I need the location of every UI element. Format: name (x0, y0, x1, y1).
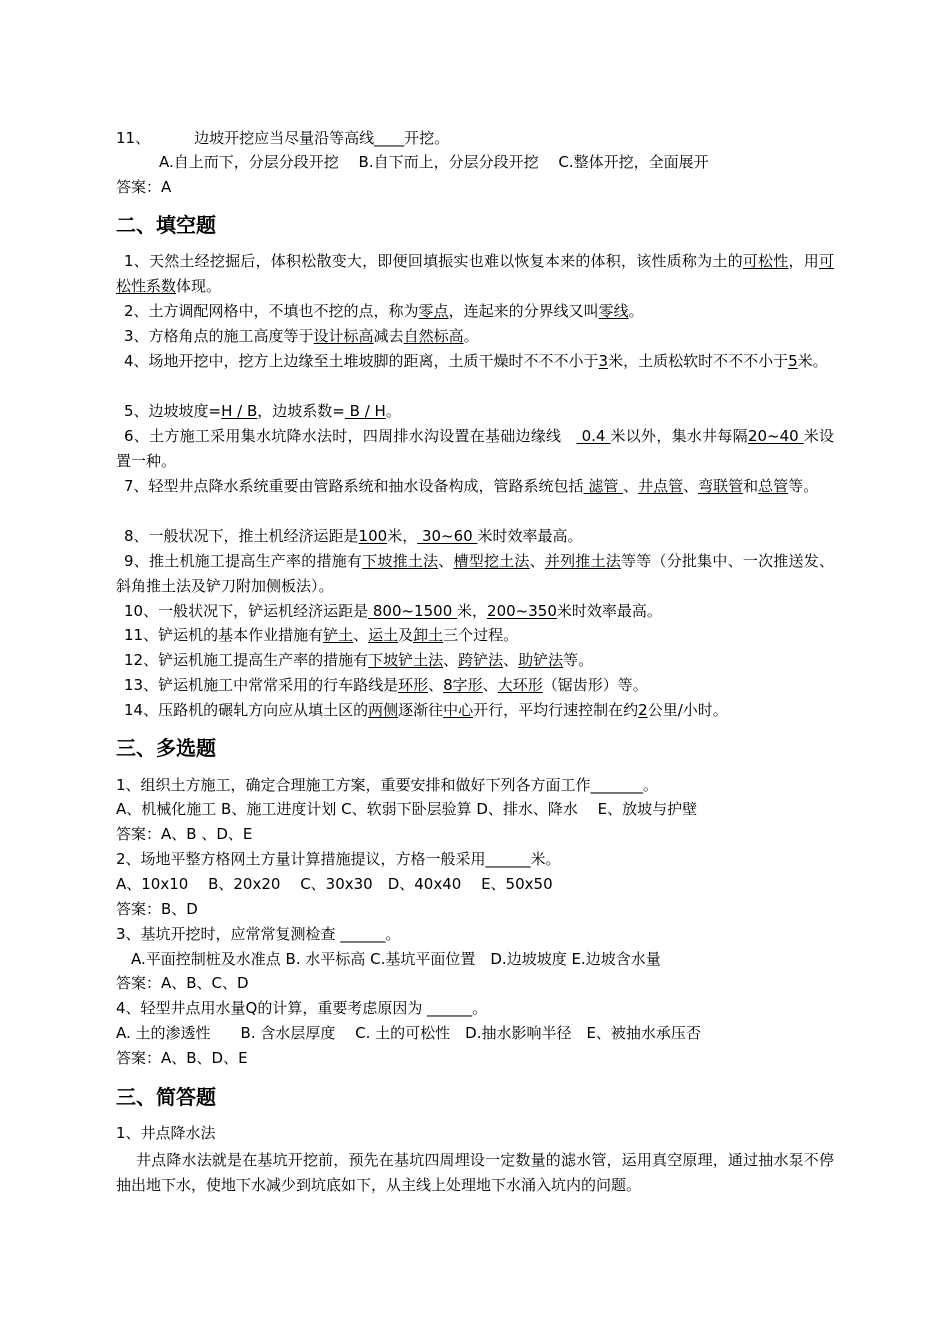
multi-question-3: 3、基坑开挖时，应常常复测检查 ______。 (116, 925, 401, 943)
multi-question-4-options: A. 土的渗透性 B. 含水层厚度 C. 土的可松性 D.抽水影响半径 E、被抽水承压否 (116, 1024, 701, 1042)
multi-question-4: 4、轻型井点用水量Q的计算，重要考虑原因为 ______。 (116, 999, 488, 1017)
fill-question-3: 3、方格角点的施工高度等于设计标高减去自然标高。 (124, 327, 479, 345)
fill-question-5: 5、边坡坡度=H / B，边坡系数= B / H。 (124, 402, 401, 420)
question-11-answer: 答案：A (116, 178, 172, 196)
short-question-1-body: 井点降水法就是在基坑开挖前，预先在基坑四周埋设一定数量的滤水管，运用真空原理，通过抽水泵不停抽出地下水，使地下水减少到坑底如下，从主线上处理地下水涌入坑内的问题。 (116, 1151, 834, 1194)
answer-blank: 零线 (598, 302, 629, 320)
answer-blank: 5 (788, 352, 798, 370)
fill-question-6: 6、土方施工采用集水坑降水法时，四周排水沟设置在基础边缘线 0.4 米以外，集水井每隔20~40 米设置一种。 (116, 427, 834, 470)
multi-question-4-answer: 答案：A、B、D、E (116, 1049, 248, 1067)
fill-question-2: 2、土方调配网格中，不填也不挖的点，称为零点，连起来的分界线又叫零线。 (124, 302, 644, 320)
answer-blank: 卸土 (413, 626, 444, 644)
answer-blank: 200~350 (487, 602, 557, 620)
answer-blank: 两侧 (368, 701, 399, 719)
answer-blank: B / H (344, 402, 386, 420)
answer-blank: 可松性 (742, 252, 789, 270)
answer-blank: 助铲法 (518, 651, 564, 669)
section-heading-fill-in: 二、填空题 (116, 213, 216, 237)
answer-blank: H / B (221, 402, 258, 420)
multi-question-1-options: A、机械化施工 B、施工进度计划 C、软弱下卧层验算 D、排水、降水 E、放坡与护壁 (116, 800, 698, 818)
fill-question-14: 14、压路机的碾轧方向应从填土区的两侧逐渐往中心开行，平均行速控制在约2公里/小时。 (124, 701, 728, 719)
answer-blank: 铲土 (323, 626, 354, 644)
question-11-options: A.自上而下，分层分段开挖 B.自下而上，分层分段开挖 C.整体开挖，全面展开 (159, 153, 709, 171)
answer-blank: 2 (638, 701, 648, 719)
short-question-1-title: 1、井点降水法 (116, 1124, 216, 1142)
fill-question-4: 4、场地开挖中，挖方上边缘至土堆坡脚的距离，土质干燥时不不不小于3米，土质松软时不不不小于5米。 (124, 352, 828, 370)
answer-blank: 设计标高 (313, 327, 374, 345)
answer-blank: 井点管 (638, 477, 684, 495)
answer-blank: 滤管 (583, 477, 624, 495)
fill-question-9: 9、推土机施工提高生产率的措施有下坡推土法、槽型挖土法、并列推土法等等（分批集中、一次推送发、斜角推土法及铲刀附加侧板法）。 (116, 552, 834, 595)
answer-blank: 大环形 (497, 676, 543, 694)
answer-blank: 中心 (443, 701, 474, 719)
question-number: 11、 (116, 129, 151, 147)
multi-question-2-answer: 答案：B、D (116, 900, 198, 918)
multi-question-3-options: A.平面控制桩及水准点 B. 水平标高 C.基坑平面位置 D.边坡坡度 E.边坡含水量 (131, 950, 661, 968)
answer-blank: 运土 (368, 626, 399, 644)
multi-question-3-answer: 答案：A、B、C、D (116, 974, 249, 992)
multi-question-1: 1、组织土方施工，确定合理施工方案，重要安排和做好下列各方面工作_______。 (116, 776, 659, 794)
answer-blank: 弯联管 (698, 477, 744, 495)
answer-blank: 800~1500 (368, 602, 458, 620)
multi-question-2: 2、场地平整方格网土方量计算措施提议，方格一般采用______米。 (116, 850, 561, 868)
fill-question-7: 7、轻型井点降水系统重要由管路系统和抽水设备构成，管路系统包括 滤管 、井点管、弯联管和总管等。 (124, 477, 819, 495)
answer-blank: 3 (598, 352, 609, 370)
fill-question-13: 13、铲运机施工中常常采用的行车路线是环形、8字形、大环形（锯齿形）等。 (124, 676, 648, 694)
answer-blank: 30~60 (417, 527, 478, 545)
answer-blank: 0.4 (576, 427, 611, 445)
answer-blank: 槽型挖土法 (453, 552, 530, 570)
multi-question-1-answer: 答案：A、B 、D、E (116, 825, 253, 843)
fill-question-8: 8、一般状况下，推土机经济运距是100米， 30~60 米时效率最高。 (124, 527, 583, 545)
question-text: 边坡开挖应当尽量沿等高线____开挖。 (194, 129, 450, 147)
answer-blank: 下坡铲土法 (368, 651, 444, 669)
answer-blank: 并列推土法 (544, 552, 622, 570)
section-heading-short-answer: 三、简答题 (116, 1085, 216, 1109)
answer-blank: 可松性系数 (116, 252, 834, 295)
answer-blank: 零点 (418, 302, 449, 320)
fill-question-10: 10、一般状况下，铲运机经济运距是 800~1500 米，200~350米时效率最高。 (124, 602, 662, 620)
answer-blank: 环形 (398, 676, 429, 694)
fill-question-12: 12、铲运机施工提高生产率的措施有下坡铲土法、跨铲法、助铲法等。 (124, 651, 594, 669)
fill-question-1: 1、天然土经挖掘后，体积松散变大，即便回填振实也难以恢复本来的体积，该性质称为土的可松性，用可松性系数体现。 (116, 252, 834, 295)
multi-question-2-options: A、10x10 B、20x20 C、30x30 D、40x40 E、50x50 (116, 875, 553, 893)
answer-blank: 自然标高 (403, 327, 464, 345)
answer-blank: 8字形 (443, 676, 483, 694)
answer-blank: 100 (358, 527, 388, 545)
answer-blank: 20~40 (747, 427, 804, 445)
answer-blank: 跨铲法 (458, 651, 504, 669)
answer-blank: 下坡推土法 (362, 552, 439, 570)
answer-blank: 总管 (758, 477, 789, 495)
fill-question-11: 11、铲运机的基本作业措施有铲土、运土及卸土三个过程。 (124, 626, 519, 644)
section-heading-multi-select: 三、多选题 (116, 736, 216, 760)
question-11 (116, 127, 449, 149)
